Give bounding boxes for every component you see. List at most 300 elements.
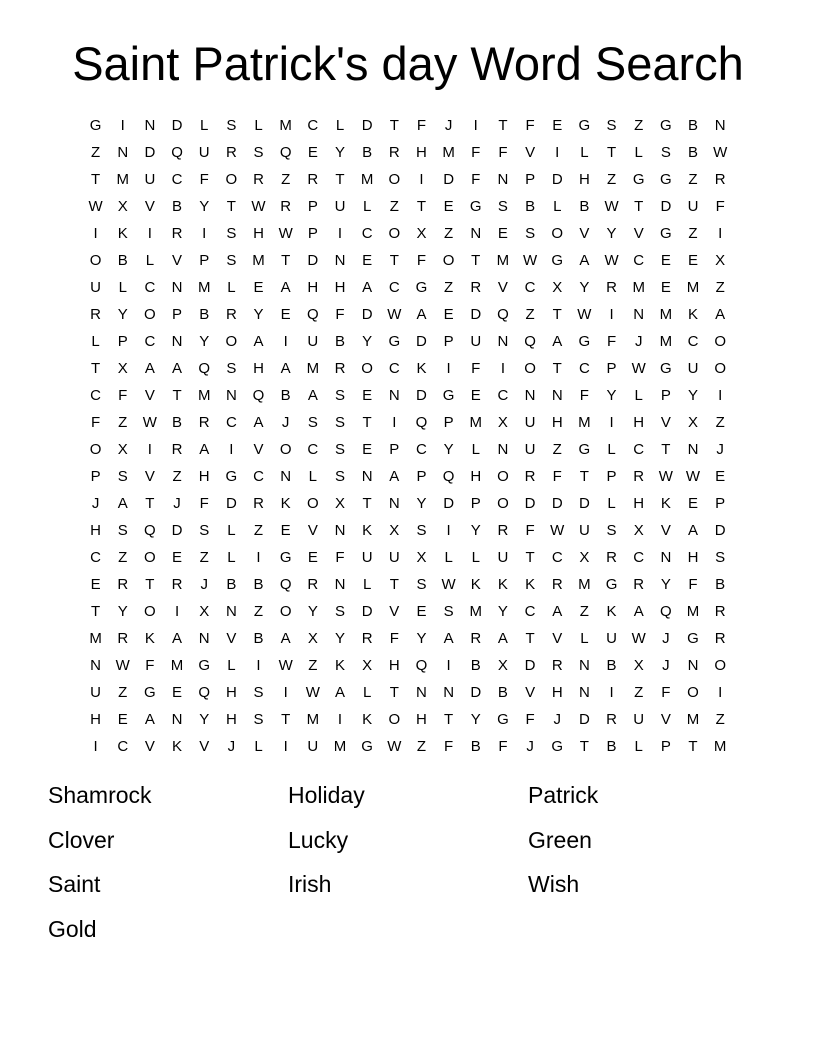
grid-letter: I xyxy=(283,738,288,755)
grid-letter: Y xyxy=(199,198,210,215)
grid-letter: V xyxy=(660,711,671,728)
grid-letter: N xyxy=(633,306,645,323)
grid-letter: C xyxy=(633,441,645,458)
grid-letter: X xyxy=(307,630,318,647)
grid-letter: P xyxy=(525,171,536,188)
grid-letter: N xyxy=(687,441,699,458)
grid-letter: B xyxy=(253,630,264,647)
grid-letter: F xyxy=(145,657,155,674)
grid-row xyxy=(82,355,734,382)
grid-letter: I xyxy=(555,144,560,161)
grid-row xyxy=(82,166,734,193)
grid-letter: F xyxy=(199,495,209,512)
grid-letter: I xyxy=(283,333,288,350)
grid-letter: L xyxy=(227,657,236,674)
grid-letter: I xyxy=(93,225,98,242)
grid-letter: S xyxy=(253,144,264,161)
grid-letter: W xyxy=(713,144,728,161)
grid-letter: V xyxy=(199,738,210,755)
grid-letter: D xyxy=(416,387,427,404)
grid-letter: V xyxy=(660,522,671,539)
grid-letter: E xyxy=(715,468,726,485)
grid-letter: S xyxy=(334,414,345,431)
grid-letter: V xyxy=(497,279,508,296)
grid-letter: K xyxy=(334,657,345,674)
grid-letter: A xyxy=(579,252,590,269)
grid-letter: N xyxy=(171,333,183,350)
grid-letter: Z xyxy=(416,738,427,755)
grid-letter: B xyxy=(579,198,590,215)
grid-letter: R xyxy=(334,360,346,377)
grid-letter: H xyxy=(334,279,346,296)
grid-letter: L xyxy=(607,441,616,458)
grid-letter: N xyxy=(578,657,590,674)
grid-letter: H xyxy=(90,711,101,728)
grid-letter: L xyxy=(335,117,345,134)
grid-letter: F xyxy=(525,711,535,728)
grid-letter: I xyxy=(473,117,478,134)
grid-letter: Y xyxy=(606,387,617,404)
grid-letter: O xyxy=(279,441,292,458)
grid-letter: W xyxy=(685,468,701,485)
grid-letter: I xyxy=(174,603,180,620)
grid-letter: A xyxy=(552,603,563,620)
grid-letter: P xyxy=(470,495,481,512)
grid-letter: D xyxy=(551,171,563,188)
grid-letter: H xyxy=(416,144,427,161)
grid-letter: Q xyxy=(497,306,509,323)
grid-letter: Y xyxy=(579,279,590,296)
grid-letter: V xyxy=(144,468,155,485)
grid-letter: I xyxy=(147,225,152,242)
grid-letter: T xyxy=(335,171,345,188)
grid-letter: I xyxy=(337,711,343,728)
grid-row xyxy=(82,328,734,355)
grid-letter: H xyxy=(90,522,101,539)
grid-letter: N xyxy=(334,252,346,269)
grid-letter: E xyxy=(470,387,481,404)
grid-letter: C xyxy=(307,441,319,458)
grid-letter: F xyxy=(90,414,101,431)
grid-letter: I xyxy=(718,387,723,404)
grid-letter: J xyxy=(173,495,181,512)
grid-letter: A xyxy=(172,360,183,377)
grid-letter: A xyxy=(715,306,726,323)
grid-row xyxy=(82,409,734,436)
grid-letter: K xyxy=(470,576,481,593)
grid-letter: V xyxy=(144,738,155,755)
grid-letter: S xyxy=(117,522,128,539)
grid-letter: B xyxy=(172,198,183,215)
grid-letter: N xyxy=(470,225,482,242)
grid-letter: B xyxy=(253,576,264,593)
grid-letter: R xyxy=(225,306,237,323)
grid-letter: T xyxy=(226,198,236,215)
grid-letter: Q xyxy=(415,657,428,674)
grid-letter: S xyxy=(226,252,237,269)
grid-letter: Q xyxy=(524,333,536,350)
grid-letter: R xyxy=(171,576,183,593)
grid-letter: M xyxy=(197,387,211,404)
grid-letter: F xyxy=(579,387,589,404)
grid-letter: M xyxy=(578,414,591,431)
grid-letter: C xyxy=(144,279,156,296)
grid-letter: Q xyxy=(198,684,211,701)
grid-letter: R xyxy=(171,441,183,458)
grid-letter: G xyxy=(415,279,428,296)
grid-letter: S xyxy=(416,522,427,539)
grid-letter: U xyxy=(524,414,536,431)
grid-row xyxy=(82,733,734,760)
grid-letter: M xyxy=(197,279,211,296)
grid-letter: W xyxy=(88,198,103,215)
grid-letter: N xyxy=(443,684,455,701)
grid-letter: M xyxy=(306,711,320,728)
grid-letter: S xyxy=(226,360,237,377)
grid-letter: R xyxy=(171,225,183,242)
grid-letter: D xyxy=(171,117,183,134)
grid-letter: U xyxy=(334,198,346,215)
grid-letter: O xyxy=(89,252,102,269)
grid-letter: B xyxy=(334,333,345,350)
grid-letter: X xyxy=(497,657,508,674)
grid-letter: P xyxy=(172,306,183,323)
grid-letter: C xyxy=(687,333,699,350)
grid-letter: L xyxy=(362,684,372,701)
grid-letter: G xyxy=(660,225,672,242)
grid-letter: U xyxy=(388,549,400,566)
word-list-item: Clover xyxy=(48,826,115,853)
word-list-item: Holiday xyxy=(288,782,365,808)
grid-letter: I xyxy=(609,684,614,701)
grid-letter: V xyxy=(307,522,318,539)
grid-letter: T xyxy=(389,684,399,701)
grid-letter: T xyxy=(552,306,562,323)
grid-letter: U xyxy=(198,144,210,161)
grid-letter: R xyxy=(551,576,563,593)
grid-letter: P xyxy=(307,225,318,242)
grid-letter: Z xyxy=(389,198,399,215)
grid-letter: Z xyxy=(688,225,698,242)
grid-letter: Z xyxy=(172,468,182,485)
word-list-item: Saint xyxy=(48,871,101,897)
grid-letter: J xyxy=(662,657,670,674)
grid-letter: R xyxy=(633,576,645,593)
grid-letter: D xyxy=(578,495,590,512)
grid-letter: T xyxy=(498,117,508,134)
grid-letter: B xyxy=(525,198,536,215)
grid-letter: K xyxy=(525,576,536,593)
grid-letter: H xyxy=(470,468,482,485)
grid-letter: T xyxy=(471,252,481,269)
grid-letter: E xyxy=(172,684,183,701)
grid-letter: E xyxy=(660,279,671,296)
grid-letter: M xyxy=(686,279,700,296)
grid-letter: J xyxy=(227,738,236,755)
grid-letter: O xyxy=(144,603,156,620)
grid-letter: Q xyxy=(198,360,211,377)
grid-letter: G xyxy=(361,738,373,755)
grid-letter: A xyxy=(334,684,345,701)
grid-letter: B xyxy=(470,738,481,755)
grid-letter: E xyxy=(443,198,454,215)
grid-row xyxy=(82,652,734,679)
grid-letter: S xyxy=(443,603,454,620)
grid-letter: T xyxy=(661,441,671,458)
grid-letter: D xyxy=(660,198,672,215)
grid-letter: R xyxy=(497,522,509,539)
grid-letter: E xyxy=(307,144,318,161)
grid-letter: T xyxy=(281,252,291,269)
grid-row xyxy=(82,571,734,598)
grid-letter: S xyxy=(334,468,345,485)
grid-letter: H xyxy=(578,171,590,188)
grid-letter: D xyxy=(416,333,427,350)
grid-letter: P xyxy=(90,468,101,485)
grid-letter: O xyxy=(89,441,102,458)
grid-letter: G xyxy=(198,657,211,674)
grid-letter: I xyxy=(718,225,723,242)
grid-letter: K xyxy=(688,306,699,323)
grid-letter: U xyxy=(497,549,509,566)
grid-letter: G xyxy=(497,711,509,728)
grid-row xyxy=(82,463,734,490)
grid-letter: Q xyxy=(442,468,455,485)
grid-letter: M xyxy=(496,252,510,269)
grid-letter: G xyxy=(687,630,699,647)
grid-letter: F xyxy=(444,738,454,755)
grid-letter: V xyxy=(389,603,400,620)
grid-letter: R xyxy=(117,576,129,593)
grid-letter: P xyxy=(443,333,454,350)
grid-letter: G xyxy=(469,198,482,215)
grid-row xyxy=(82,517,734,544)
grid-letter: Y xyxy=(117,306,128,323)
grid-letter: G xyxy=(578,333,591,350)
grid-letter: C xyxy=(90,549,101,566)
grid-letter: R xyxy=(633,468,645,485)
grid-letter: A xyxy=(253,333,264,350)
grid-letter: Y xyxy=(416,495,427,512)
grid-letter: C xyxy=(388,279,400,296)
grid-letter: L xyxy=(553,198,562,215)
grid-letter: R xyxy=(361,630,373,647)
grid-letter: G xyxy=(660,360,672,377)
grid-letter: Y xyxy=(470,522,481,539)
grid-letter: Y xyxy=(199,711,210,728)
letter-grid xyxy=(82,112,734,760)
grid-row xyxy=(82,274,734,301)
grid-letter: R xyxy=(606,549,617,566)
grid-letter: W xyxy=(631,630,646,647)
grid-letter: E xyxy=(497,225,508,242)
grid-letter: U xyxy=(90,279,101,296)
grid-letter: H xyxy=(633,495,645,512)
grid-letter: N xyxy=(416,684,427,701)
grid-letter: U xyxy=(606,630,617,647)
grid-letter: E xyxy=(280,522,291,539)
grid-letter: Q xyxy=(415,414,428,431)
grid-letter: A xyxy=(172,630,183,647)
grid-letter: W xyxy=(278,225,293,242)
grid-letter: Q xyxy=(279,144,292,161)
grid-letter: M xyxy=(333,738,347,755)
grid-row xyxy=(82,490,734,517)
grid-letter: G xyxy=(632,171,645,188)
grid-letter: G xyxy=(578,117,591,134)
grid-letter: T xyxy=(579,738,589,755)
grid-letter: O xyxy=(388,171,401,188)
grid-letter: C xyxy=(90,387,101,404)
grid-letter: F xyxy=(199,171,209,188)
grid-letter: C xyxy=(524,603,536,620)
grid-letter: O xyxy=(144,549,156,566)
grid-letter: X xyxy=(117,198,128,215)
grid-letter: A xyxy=(389,468,400,485)
grid-letter: I xyxy=(256,549,261,566)
grid-letter: B xyxy=(470,657,481,674)
word-list-item: Green xyxy=(528,826,592,853)
grid-letter: O xyxy=(279,603,292,620)
grid-letter: X xyxy=(633,657,644,674)
grid-letter: D xyxy=(578,711,590,728)
grid-letter: L xyxy=(145,252,155,269)
grid-letter: R xyxy=(388,144,400,161)
grid-letter: T xyxy=(90,360,101,377)
grid-letter: X xyxy=(334,495,345,512)
grid-letter: F xyxy=(471,360,481,377)
grid-letter: O xyxy=(687,684,699,701)
grid-row xyxy=(82,544,734,571)
grid-letter: Q xyxy=(306,306,319,323)
grid-letter: F xyxy=(525,522,535,539)
grid-letter: R xyxy=(253,171,264,188)
grid-letter: F xyxy=(606,333,617,350)
grid-letter: K xyxy=(660,495,671,512)
grid-letter: R xyxy=(117,630,129,647)
grid-letter: C xyxy=(633,252,645,269)
grid-letter: O xyxy=(714,657,726,674)
grid-letter: P xyxy=(307,198,318,215)
grid-letter: H xyxy=(307,279,319,296)
grid-letter: R xyxy=(606,279,617,296)
grid-letter: R xyxy=(90,306,101,323)
grid-letter: T xyxy=(634,198,644,215)
grid-letter: I xyxy=(147,441,152,458)
word-list xyxy=(48,778,768,956)
grid-letter: U xyxy=(524,441,536,458)
grid-letter: T xyxy=(362,414,372,431)
grid-letter: U xyxy=(633,711,645,728)
grid-letter: A xyxy=(552,333,563,350)
grid-letter: U xyxy=(307,333,319,350)
grid-letter: T xyxy=(362,495,372,512)
grid-letter: Z xyxy=(118,414,128,431)
grid-letter: S xyxy=(226,117,237,134)
grid-letter: M xyxy=(89,630,102,647)
grid-letter: J xyxy=(716,441,724,458)
grid-letter: N xyxy=(361,468,373,485)
grid-row xyxy=(82,679,734,706)
grid-letter: L xyxy=(634,738,643,755)
grid-letter: I xyxy=(446,657,451,674)
grid-letter: Z xyxy=(90,144,101,161)
grid-letter: W xyxy=(251,198,266,215)
word-list-item: Wish xyxy=(528,871,580,897)
grid-letter: L xyxy=(362,198,372,215)
grid-letter: G xyxy=(578,441,591,458)
grid-letter: S xyxy=(334,441,345,458)
grid-letter: G xyxy=(225,468,238,485)
grid-letter: G xyxy=(89,117,102,134)
grid-letter: S xyxy=(253,711,264,728)
grid-letter: S xyxy=(525,225,536,242)
grid-letter: Z xyxy=(118,549,128,566)
grid-letter: V xyxy=(253,441,264,458)
grid-letter: Z xyxy=(199,549,209,566)
grid-letter: L xyxy=(227,549,236,566)
grid-letter: X xyxy=(688,414,699,431)
grid-letter: X xyxy=(497,414,508,431)
grid-letter: P xyxy=(660,387,671,404)
grid-letter: V xyxy=(633,225,644,242)
grid-letter: E xyxy=(552,117,563,134)
grid-letter: S xyxy=(715,549,726,566)
grid-letter: W xyxy=(604,198,619,215)
grid-letter: L xyxy=(254,117,263,134)
grid-letter: Z xyxy=(606,171,617,188)
grid-letter: U xyxy=(687,198,699,215)
grid-letter: F xyxy=(416,117,427,134)
grid-letter: M xyxy=(360,171,374,188)
grid-letter: L xyxy=(471,549,480,566)
grid-letter: C xyxy=(253,468,264,485)
grid-letter: T xyxy=(416,198,427,215)
grid-letter: I xyxy=(718,684,723,701)
grid-letter: D xyxy=(225,495,237,512)
grid-letter: K xyxy=(172,738,183,755)
grid-letter: D xyxy=(361,603,373,620)
grid-letter: G xyxy=(551,252,564,269)
grid-letter: I xyxy=(120,117,125,134)
grid-letter: X xyxy=(362,657,373,674)
grid-letter: L xyxy=(471,441,480,458)
grid-letter: P xyxy=(443,414,454,431)
grid-letter: C xyxy=(388,360,400,377)
grid-letter: D xyxy=(714,522,726,539)
grid-letter: I xyxy=(446,522,451,539)
grid-letter: R xyxy=(307,576,319,593)
grid-letter: E xyxy=(443,306,454,323)
grid-letter: A xyxy=(362,279,373,296)
grid-letter: I xyxy=(229,441,234,458)
grid-letter: V xyxy=(144,387,155,404)
grid-letter: C xyxy=(524,279,536,296)
grid-letter: P xyxy=(117,333,128,350)
grid-letter: I xyxy=(392,414,397,431)
grid-letter: X xyxy=(633,522,644,539)
page-title: Saint Patrick's day Word Search xyxy=(72,37,744,90)
grid-letter: D xyxy=(307,252,319,269)
grid-letter: N xyxy=(198,630,210,647)
grid-letter: H xyxy=(551,684,563,701)
grid-letter: H xyxy=(551,414,563,431)
grid-letter: M xyxy=(306,360,320,377)
grid-letter: I xyxy=(500,360,505,377)
grid-letter: M xyxy=(116,171,129,188)
grid-letter: L xyxy=(634,387,643,404)
grid-letter: B xyxy=(688,117,699,134)
